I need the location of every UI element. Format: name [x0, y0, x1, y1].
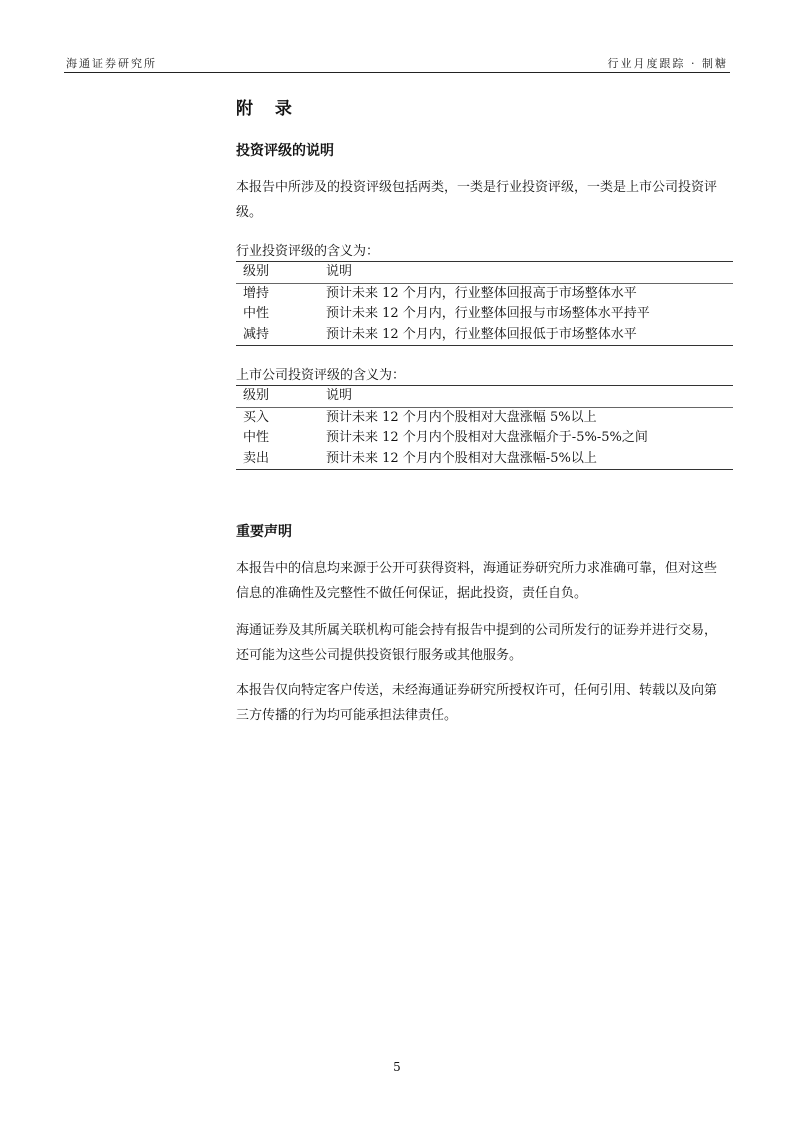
table-row	[236, 283, 733, 304]
rating-level: 中性	[243, 306, 270, 321]
rating-level: 减持	[243, 326, 270, 342]
header-divider	[64, 72, 730, 73]
rating-description: 预计未来 12 个月内个股相对大盘涨幅介于-5%-5%之间	[326, 430, 648, 445]
disclaimer-paragraph-1: 本报告中的信息均来源于公开可获得资料，海通证券研究所力求准确可靠，但对这些信息的准确性及完整性不做任何保证，据此投资，责任自负。	[236, 561, 718, 601]
page-number: 5	[393, 1060, 401, 1074]
table-row	[236, 325, 733, 346]
rating-level: 增持	[243, 285, 270, 301]
rating-description: 预计未来 12 个月内个股相对大盘涨幅 5%以上	[326, 409, 597, 425]
disclaimer-paragraph-3: 本报告仅向特定客户传送，未经海通证券研究所授权许可，任何引用、转载以及向第三方传播的行为均可能承担法律责任。	[236, 683, 718, 723]
rating-section-heading: 投资评级的说明	[236, 143, 334, 159]
rating-level: 卖出	[243, 450, 270, 466]
table-row	[236, 407, 733, 428]
rating-level: 买入	[243, 409, 270, 425]
company-rating-caption: 上市公司投资评级的含义为：	[236, 368, 406, 383]
table-row	[236, 428, 733, 449]
column-header-level: 级别	[243, 388, 270, 403]
disclaimer-heading: 重要声明	[236, 524, 292, 540]
rating-intro-paragraph: 本报告中所涉及的投资评级包括两类，一类是行业投资评级，一类是上市公司投资评级。	[236, 180, 718, 220]
rating-description: 预计未来 12 个月内，行业整体回报与市场整体水平持平	[326, 306, 650, 321]
rating-description: 预计未来 12 个月内，行业整体回报低于市场整体水平	[326, 326, 637, 342]
industry-rating-table	[236, 261, 733, 346]
rating-level: 中性	[243, 430, 270, 445]
rating-description: 预计未来 12 个月内，行业整体回报高于市场整体水平	[326, 285, 637, 301]
company-rating-table	[236, 385, 733, 470]
header-org-name: 海通证券研究所	[66, 57, 157, 70]
disclaimer-paragraph-2: 海通证券及其所属关联机构可能会持有报告中提到的公司所发行的证券并进行交易，还可能为这些公司提供投资银行服务或其他服务。	[236, 623, 718, 663]
industry-rating-caption: 行业投资评级的含义为：	[236, 244, 380, 259]
appendix-title: 附 录	[236, 99, 300, 119]
table-row	[236, 304, 733, 325]
column-header-level: 级别	[243, 264, 270, 279]
column-header-description: 说明	[326, 388, 353, 403]
header-report-type: 行业月度跟踪 · 制糖	[607, 57, 728, 70]
column-header-description: 说明	[326, 264, 353, 279]
table-row	[236, 449, 733, 470]
rating-description: 预计未来 12 个月内个股相对大盘涨幅-5%以上	[326, 450, 597, 466]
table-header-row	[236, 262, 733, 284]
table-header-row	[236, 386, 733, 408]
